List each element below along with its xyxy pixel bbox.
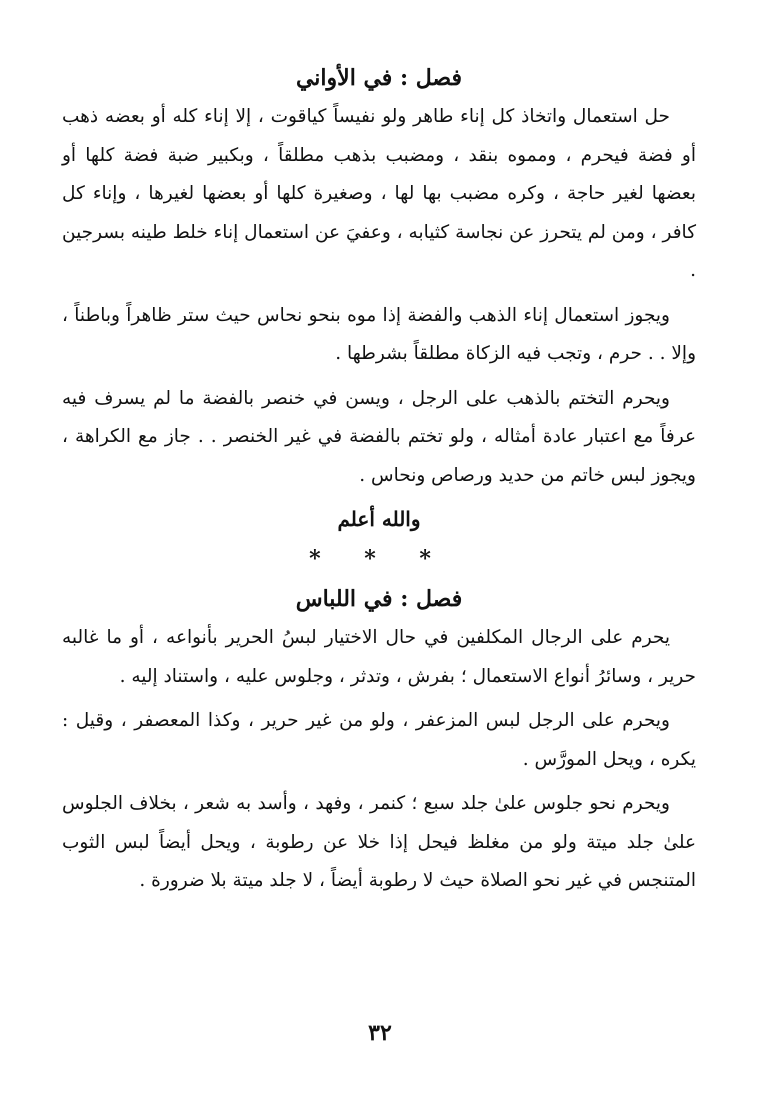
paragraph-vessels-3: ويحرم التختم بالذهب على الرجل ، ويسن في خنصر بالفضة ما لم يسرف فيه عرفاً مع اعتبار عادة أمثاله ، ولو تختم بالفضة في غير الخنصر . . جاز مع الكراهة ، ويجوز لبس خاتم من حديد ورصاص ونحاس . [62,387,696,486]
page-number: ٣٢ [368,1020,392,1046]
section-heading-clothing: فصل : في اللباس [295,586,463,612]
paragraph-clothing-1: يحرم على الرجال المكلفين في حال الاختيار لبسُ الحرير بأنواعه ، أو ما غالبه حرير ، وسائرُ أنواع الاستعمال ؛ بفرش ، وتدثر ، وجلوس عليه ، واستناد إليه . [62,627,696,687]
paragraph-vessels-1: حل استعمال واتخاذ كل إناء طاهر ولو نفيساً كياقوت ، إلا إناء كله أو بعضه ذهب أو فضة فيحرم ، ومموه بنقد ، ومضبب بذهب مطلقاً ، وبكبير ضبة فضة كلها أو بعضها لغير حاجة ، وكره مضبب بها لها ، وصغيرة كلها أو بعضها لغيرها ، وإناء كل كافر ، ومن لم يتحرز عن نجاسة كثيابه ، وعفيَ عن استعمال إناء خلط طينه بسرجين . [62,106,696,281]
paragraph-vessels-2: ويجوز استعمال إناء الذهب والفضة إذا موه بنحو نحاس حيث ستر ظاهراً وباطناً ، وإلا . . حرم ، وتجب فيه الزكاة مطلقاً بشرطها . [62,304,696,364]
closing-phrase: والله أعلم [337,507,421,531]
paragraph-clothing-2: ويحرم على الرجل لبس المزعفر ، ولو من غير حرير ، وكذا المعصفر ، وقيل : يكره ، ويحل المورَّس . [62,710,696,770]
section-heading-vessels: فصل : في الأواني [295,65,463,91]
page-body [62,58,696,907]
section-separator: * * * [309,546,449,572]
paragraph-clothing-3: ويحرم نحو جلوس علىٰ جلد سبع ؛ كنمر ، وفهد ، وأسد به شعر ، بخلاف الجلوس علىٰ جلد ميتة ولو من مغلظ فيحل إذا خلا عن رطوبة ، ويحل أيضاً لبس الثوب المتنجس في غير نحو الصلاة حيث لا رطوبة أيضاً ، لا جلد ميتة بلا ضرورة . [62,793,696,891]
